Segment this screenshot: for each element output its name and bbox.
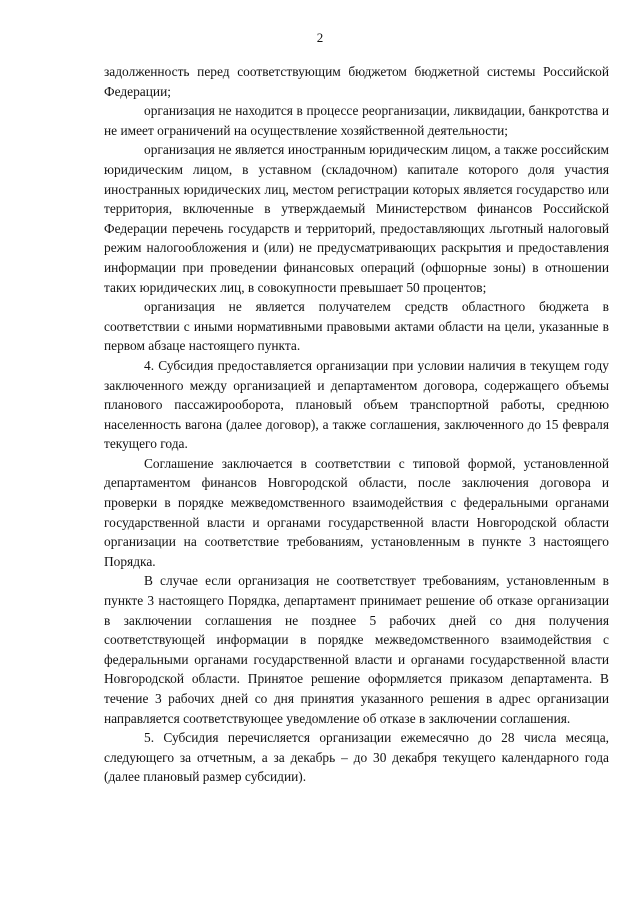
paragraph-3: организация не является иностранным юридическим лицом, а также российским юридическим лицом, в уставном (складочном) капитале которого доля участия иностранных юридических лиц, местом регистрации которых является государство или территория, включенные в утверждаемый Министерством финансов Российской Федерации перечень государств и территорий, предоставляющих льготный налоговый режим налогообложения и (или) не предусматривающих раскрытия и предоставления информации при проведении финансовых операций (офшорные зоны) в отношении таких юридических лиц, в совокупности превышает 50 процентов; — [104, 142, 609, 295]
paragraph-4: организация не является получателем средств областного бюджета в соответствии с иными нормативными правовыми актами области на цели, указанные в первом абзаце настоящего пункта. — [104, 299, 609, 354]
paragraph-5: 4. Субсидия предоставляется организации при условии наличия в текущем году заключенного между организацией и департаментом договора, содержащего объемы планового пассажирооборота, плановый объем транспортной работы, среднюю населенность вагона (далее договор), а также соглашения, заключенного до 15 февраля текущего года. — [104, 357, 609, 452]
page-number: 2 — [316, 30, 324, 45]
paragraph-2: организация не находится в процессе реорганизации, ликвидации, банкротства и не имеет ограничений на осуществление хозяйственной деятельности; — [104, 103, 609, 138]
paragraph-6: Соглашение заключается в соответствии с типовой формой, установленной департаментом финансов Новгородской области, после заключения договора и проверки в порядке межведомственного взаимодействия с федеральными органами государственной власти и органами государственной власти Новгородской области организации на соответствие требованиям, установленным в пункте 3 настоящего Порядка. — [104, 455, 609, 569]
paragraph-7: В случае если организация не соответствует требованиям, установленным в пункте 3 настоящего Порядка, департамент принимает решение об отказе организации в заключении соглашения не позднее 5 рабочих дней со дня получения соответствующей информации в порядке межведомственного взаимодействия с федеральными органами государственной власти и органами государственной власти Новгородской области. Принятое решение оформляется приказом департамента. В течение 3 рабочих дней со дня принятия указанного решения в адрес организации направляется соответствующее уведомление об отказе в заключении соглашения. — [104, 573, 609, 726]
document-body — [104, 62, 609, 787]
paragraph-8: 5. Субсидия перечисляется организации ежемесячно до 28 числа месяца, следующего за отчетным, а за декабрь – до 30 декабря текущего календарного года (далее плановый размер субсидии). — [104, 730, 609, 785]
paragraph-1: задолженность перед соответствующим бюджетом бюджетной системы Российской Федерации; — [104, 64, 609, 99]
